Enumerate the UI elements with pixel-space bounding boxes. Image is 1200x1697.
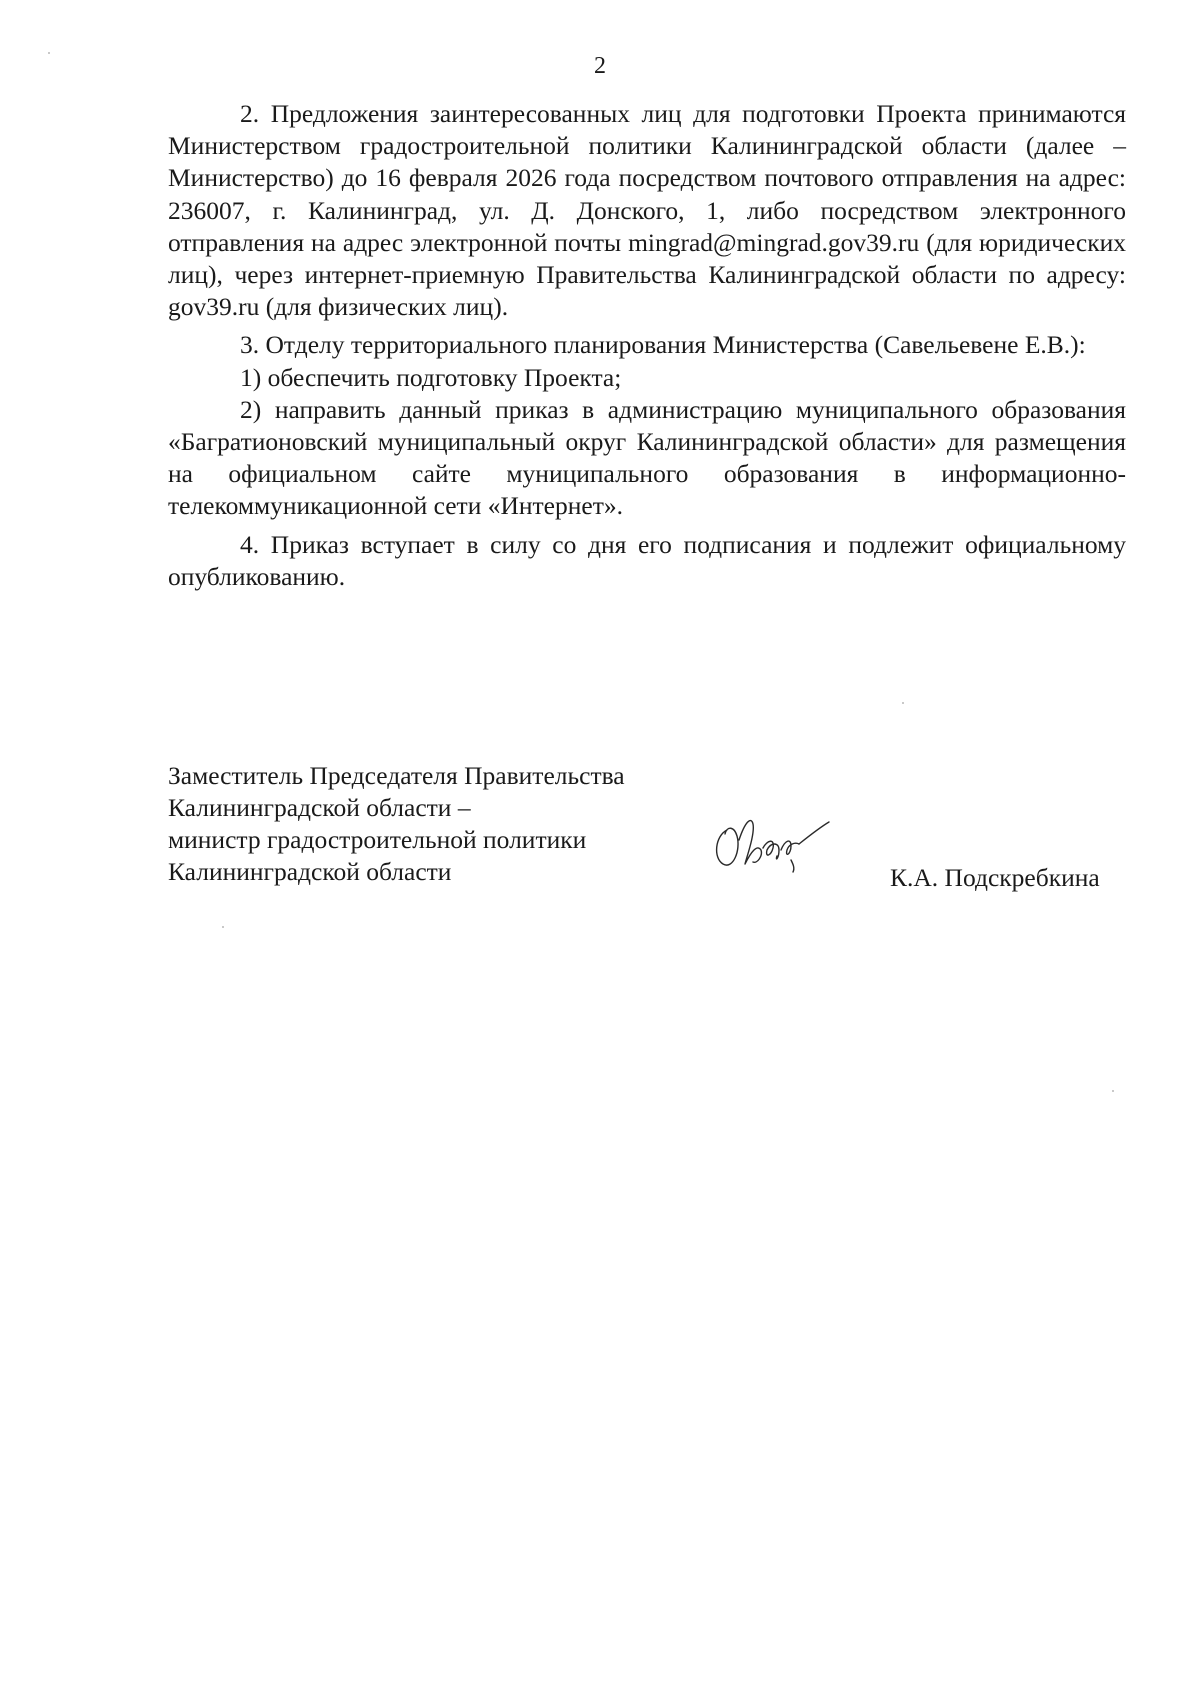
page-number: 2 xyxy=(594,53,606,79)
paragraph-2-proposals: 2. Предложения заинтересованных лиц для подготовки Проекта принимаются Министерством градостроительной политики Калининградской области (далее – Министерство) до 16 февраля 2026 года посредством почтового отправления на адрес: 236007, г. Калининград, ул. Д. Донского, 1, либо посредством электронного отправления на адрес электронной почты mingrad@mingrad.gov39.ru (для юридических лиц), через интернет-приемную Правительства Калининградской области по адресу: gov39.ru (для физических лиц). xyxy=(168,99,1126,322)
scan-speck xyxy=(1112,1090,1114,1092)
scan-speck xyxy=(222,926,224,928)
document-body xyxy=(168,98,1126,593)
paragraph-4-effective: 4. Приказ вступает в силу со дня его подписания и подлежит официальному опубликованию. xyxy=(168,529,1126,591)
signatory-position-line: Заместитель Председателя Правительства xyxy=(168,761,625,790)
signatory-position-line: Калининградской области xyxy=(168,857,452,886)
handwritten-signature xyxy=(705,800,835,880)
subitem-2-send-order: 2) направить данный приказ в администрацию муниципального образования «Багратионовский муниципальный округ Калининградской области» для размещения на официальном сайте муниципального образования в информационно-телекоммуникационной сети «Интернет». xyxy=(168,394,1126,521)
paragraph-3-department: 3. Отделу территориального планирования Министерства (Савельевене Е.В.): xyxy=(240,330,1086,360)
scan-speck xyxy=(902,702,904,704)
signatory-position-line: Калининградской области – xyxy=(168,793,471,822)
signatory-position xyxy=(168,760,708,888)
scan-speck xyxy=(48,52,50,54)
subitem-1-ensure-preparation: 1) обеспечить подготовку Проекта; xyxy=(240,362,622,392)
signatory-name: К.А. Подскребкина xyxy=(890,863,1100,892)
signatory-position-line: министр градостроительной политики xyxy=(168,825,587,854)
